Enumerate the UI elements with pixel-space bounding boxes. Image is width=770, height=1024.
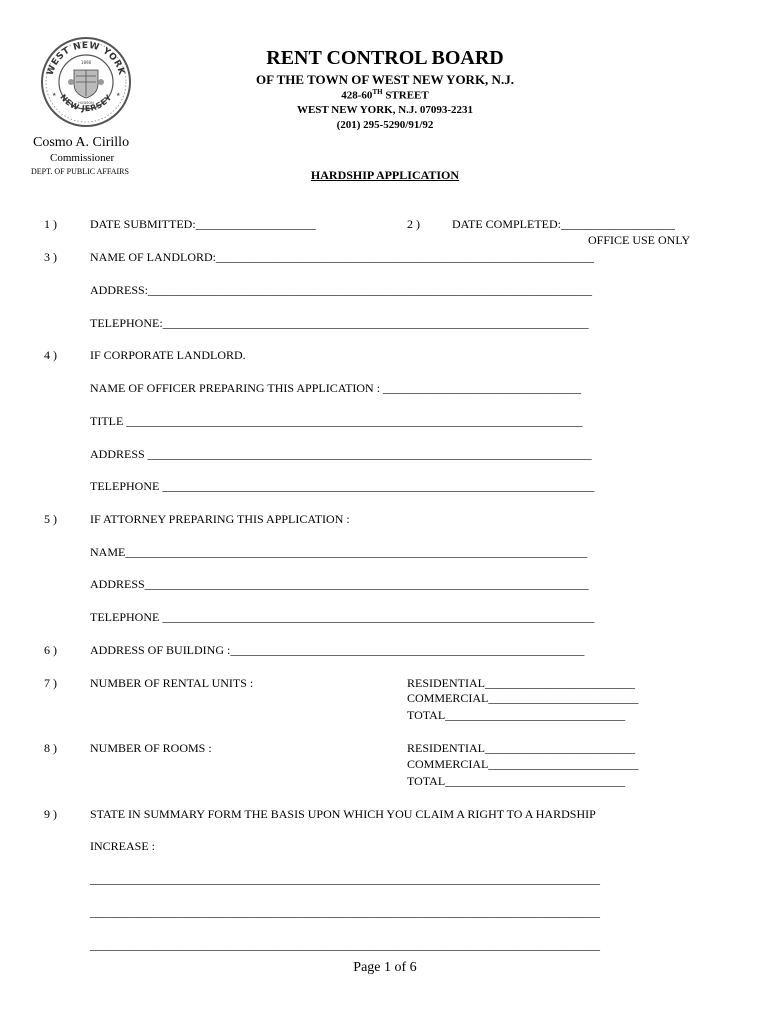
rooms-residential-field[interactable]: RESIDENTIAL_________________________ bbox=[407, 741, 635, 755]
item-number: 6 ) bbox=[44, 643, 57, 657]
units-total-field[interactable]: TOTAL______________________________ bbox=[407, 708, 626, 722]
item-number: 2 ) bbox=[407, 217, 420, 231]
landlord-address-field[interactable]: ADDRESS:__________________________________________________________________________ bbox=[90, 283, 593, 297]
attorney-address-field[interactable]: ADDRESS__________________________________________________________________________ bbox=[90, 577, 589, 591]
seal-bottom-text: NEW JERSEY bbox=[58, 92, 114, 114]
form-title bbox=[0, 168, 770, 183]
street-number: 428-60 bbox=[341, 89, 373, 102]
units-commercial-field[interactable]: COMMERCIAL_________________________ bbox=[407, 691, 639, 705]
attorney-name-field[interactable]: NAME_____________________________________________________________________________ bbox=[90, 545, 588, 559]
seal-county: HUDSON bbox=[78, 101, 94, 105]
item-number: 7 ) bbox=[44, 676, 57, 690]
summary-line-3[interactable]: _____________________________________________________________________________________ bbox=[90, 938, 600, 952]
board-phone: (201) 295-5290/91/92 bbox=[336, 119, 434, 131]
form-title-text: HARDSHIP APPLICATION bbox=[310, 168, 460, 182]
building-address-field[interactable]: ADDRESS OF BUILDING :___________________________________________________________ bbox=[90, 643, 585, 657]
rental-units-label: NUMBER OF RENTAL UNITS : bbox=[90, 676, 254, 690]
officer-title-field[interactable]: TITLE ____________________________________________________________________________ bbox=[90, 414, 583, 428]
attorney-heading: IF ATTORNEY PREPARING THIS APPLICATION : bbox=[90, 512, 350, 526]
seal-year: 1898 bbox=[80, 60, 92, 65]
commissioner-dept: DEPT. OF PUBLIC AFFAIRS bbox=[31, 167, 129, 176]
rooms-total-field[interactable]: TOTAL______________________________ bbox=[407, 774, 626, 788]
item-number: 9 ) bbox=[44, 807, 57, 821]
attorney-phone-field[interactable]: TELEPHONE ________________________________________________________________________ bbox=[90, 610, 595, 624]
date-completed-field[interactable]: DATE COMPLETED:___________________ bbox=[452, 217, 675, 231]
seal-top-text: WEST NEW YORK bbox=[45, 40, 127, 77]
commissioner-name: Cosmo A. Cirillo bbox=[33, 135, 130, 150]
increase-label: INCREASE : bbox=[90, 839, 156, 853]
board-street bbox=[0, 88, 770, 102]
commissioner-role: Commissioner bbox=[50, 152, 115, 164]
landlord-phone-field[interactable]: TELEPHONE:_______________________________________________________________________ bbox=[90, 316, 589, 330]
landlord-name-field[interactable]: NAME OF LANDLORD:_______________________________________________________________ bbox=[90, 250, 594, 264]
board-subtitle: OF THE TOWN OF WEST NEW YORK, N.J. bbox=[256, 72, 514, 87]
board-city: WEST NEW YORK, N.J. 07093-2231 bbox=[296, 104, 474, 116]
item-number: 5 ) bbox=[44, 512, 57, 526]
svg-text:★: ★ bbox=[116, 93, 121, 98]
summary-line-2[interactable]: _____________________________________________________________________________________ bbox=[90, 905, 600, 919]
corporate-heading: IF CORPORATE LANDLORD. bbox=[90, 348, 246, 362]
svg-text:★: ★ bbox=[52, 93, 57, 98]
street-suffix: STREET bbox=[382, 89, 429, 102]
office-use-label: OFFICE USE ONLY bbox=[588, 233, 691, 247]
item-number: 8 ) bbox=[44, 741, 57, 755]
date-submitted-field[interactable]: DATE SUBMITTED:____________________ bbox=[90, 217, 316, 231]
page-number: Page 1 of 6 bbox=[353, 960, 417, 975]
summary-prompt: STATE IN SUMMARY FORM THE BASIS UPON WHICH YOU CLAIM A RIGHT TO A HARDSHIP bbox=[90, 807, 596, 821]
page-title: RENT CONTROL BOARD bbox=[266, 47, 504, 69]
officer-address-field[interactable]: ADDRESS __________________________________________________________________________ bbox=[90, 447, 592, 461]
street-sup: TH bbox=[372, 88, 383, 96]
item-number: 3 ) bbox=[44, 250, 57, 264]
officer-phone-field[interactable]: TELEPHONE ________________________________________________________________________ bbox=[90, 479, 595, 493]
units-residential-field[interactable]: RESIDENTIAL_________________________ bbox=[407, 676, 635, 690]
item-number: 1 ) bbox=[44, 217, 57, 231]
rooms-label: NUMBER OF ROOMS : bbox=[90, 741, 212, 755]
summary-line-1[interactable]: _____________________________________________________________________________________ bbox=[90, 872, 600, 886]
item-number: 4 ) bbox=[44, 348, 57, 362]
rooms-commercial-field[interactable]: COMMERCIAL_________________________ bbox=[407, 757, 639, 771]
officer-name-field[interactable]: NAME OF OFFICER PREPARING THIS APPLICATION : _________________________________ bbox=[90, 381, 582, 395]
